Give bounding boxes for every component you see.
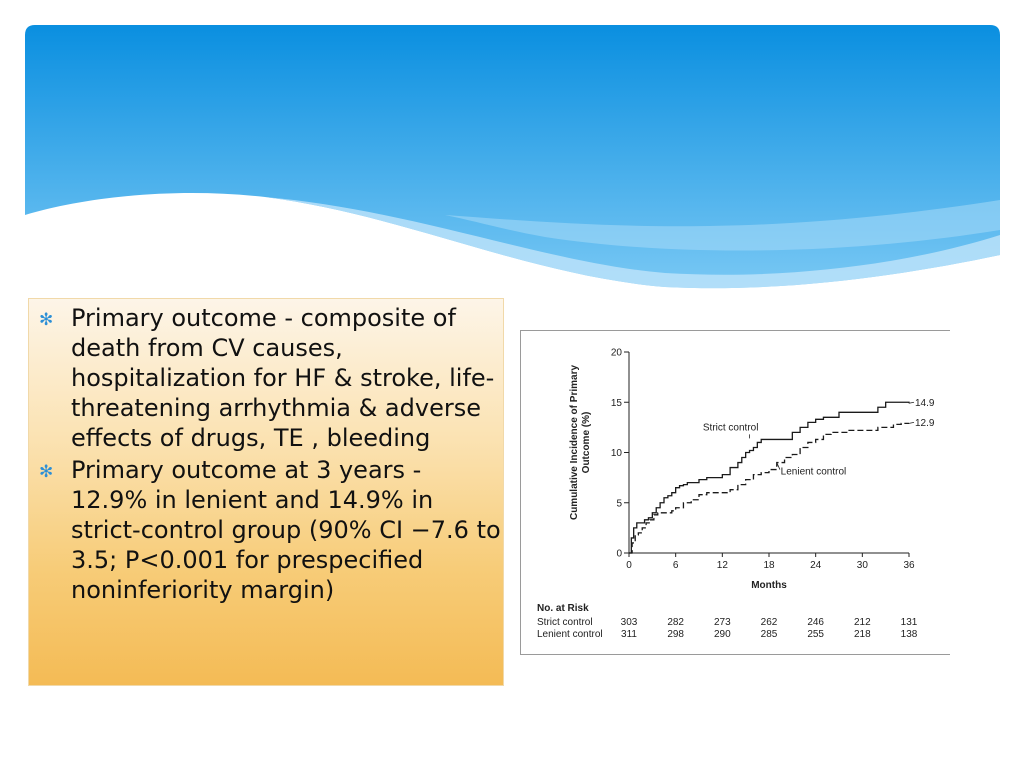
risk-value: 131 bbox=[900, 617, 918, 628]
y-tick-label: 15 bbox=[610, 397, 622, 409]
risk-row-label: Strict control bbox=[537, 617, 593, 628]
x-tick-label: 0 bbox=[626, 560, 632, 571]
risk-value: 262 bbox=[760, 617, 778, 628]
bullet-text: Primary outcome at 3 years - 12.9% in lenient and 14.9% in strict-control group (90% CI −7.6 to 3.5; P<0.001 for prespecified noninferiority margin) bbox=[71, 456, 501, 604]
bullet-list bbox=[37, 303, 503, 607]
y-axis-title-line: Cumulative Incidence of Primary bbox=[569, 364, 580, 521]
asterisk-icon: ✻ bbox=[39, 462, 54, 482]
bullet-item-primary-outcome-result bbox=[37, 455, 503, 605]
risk-value: 298 bbox=[667, 629, 685, 640]
y-tick-label: 10 bbox=[610, 448, 622, 459]
end-value-leader bbox=[909, 422, 914, 423]
asterisk-icon: ✻ bbox=[39, 310, 54, 330]
x-tick-label: 18 bbox=[763, 560, 775, 571]
y-tick-label: 5 bbox=[616, 498, 622, 510]
y-axis-title bbox=[569, 365, 592, 520]
risk-value: 138 bbox=[900, 629, 918, 640]
end-value-label: 12.9 bbox=[915, 417, 935, 429]
bullet-text: Primary outcome - composite of death from CV causes, hospitalization for HF & stroke, life-threatening arrhythmia & adverse effects of drugs, TE , bleeding bbox=[71, 304, 495, 452]
x-tick-label: 12 bbox=[716, 560, 728, 571]
risk-value: 303 bbox=[620, 617, 638, 628]
risk-value: 218 bbox=[853, 629, 871, 640]
y-tick-label: 0 bbox=[616, 548, 622, 560]
x-tick-label: 36 bbox=[903, 560, 915, 571]
y-tick-label: 20 bbox=[610, 347, 622, 359]
risk-row-label: Lenient control bbox=[537, 629, 603, 640]
chart-ticks bbox=[611, 348, 915, 572]
risk-value: 290 bbox=[713, 629, 731, 640]
risk-value: 282 bbox=[667, 617, 685, 628]
chart-series bbox=[629, 402, 909, 553]
y-axis-title-line: Outcome (%) bbox=[581, 411, 592, 474]
risk-value: 285 bbox=[760, 629, 778, 640]
risk-value: 246 bbox=[807, 617, 825, 628]
strict-control-label: Strict control bbox=[702, 422, 759, 434]
risk-value: 311 bbox=[621, 629, 637, 640]
risk-value: 212 bbox=[853, 617, 871, 628]
text-content-box bbox=[28, 298, 504, 686]
kaplan-meier-chart bbox=[520, 330, 950, 655]
end-value-label: 14.9 bbox=[915, 397, 935, 409]
bullet-item-primary-outcome-definition bbox=[37, 303, 503, 453]
header-banner bbox=[25, 25, 1000, 295]
risk-table-title: No. at Risk bbox=[537, 603, 589, 614]
lenient-control-label: Lenient control bbox=[780, 466, 847, 478]
chart-labels bbox=[569, 365, 935, 591]
strict-control-line bbox=[629, 402, 909, 553]
chart-axes bbox=[629, 352, 909, 553]
risk-table bbox=[537, 603, 918, 640]
lenient-control-line bbox=[629, 423, 909, 553]
x-tick-label: 24 bbox=[810, 560, 822, 571]
risk-value: 273 bbox=[713, 617, 731, 628]
x-tick-label: 30 bbox=[856, 560, 868, 571]
x-axis-title: Months bbox=[751, 580, 787, 591]
chart-svg bbox=[521, 331, 951, 656]
risk-value: 255 bbox=[807, 629, 825, 640]
end-value-leader bbox=[909, 402, 914, 403]
x-tick-label: 6 bbox=[672, 560, 679, 571]
